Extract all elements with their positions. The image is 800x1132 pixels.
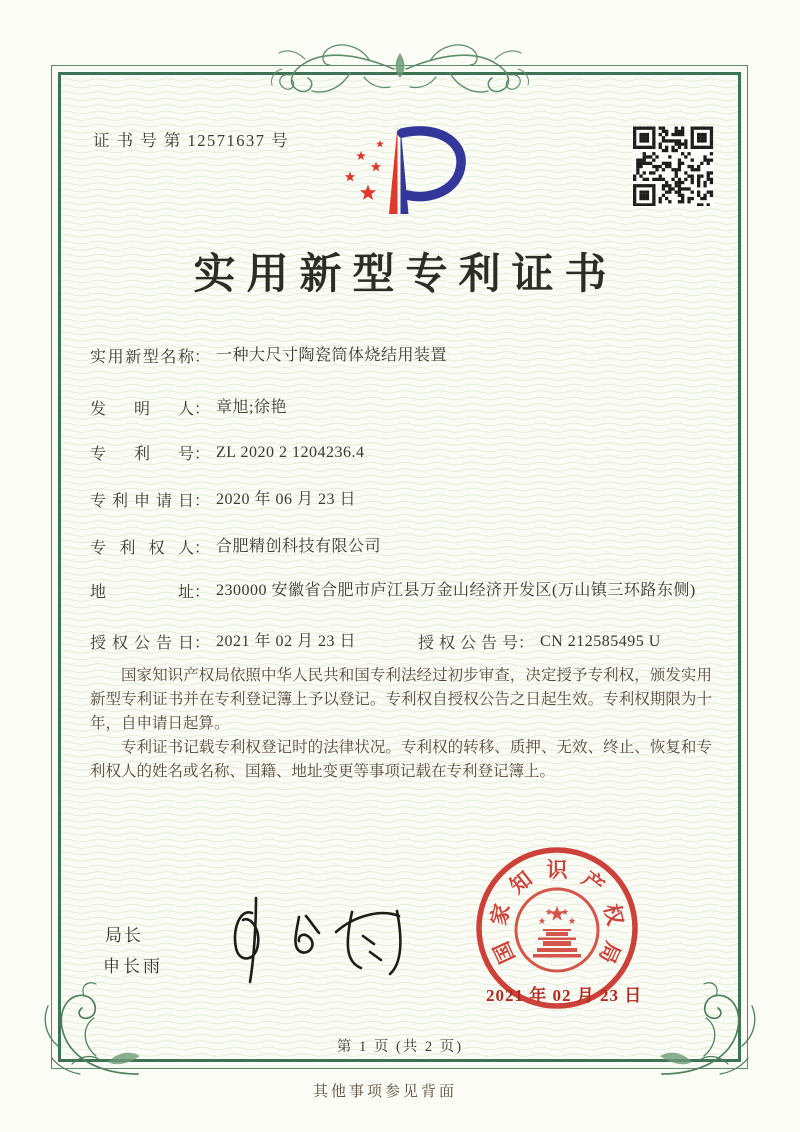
svg-text:家: 家 [486,901,515,928]
field-colon: ： [194,446,211,463]
certificate-number: 证 书 号 第 12571637 号 [93,131,290,150]
field-label: 专利权人 [90,540,194,557]
field-label: 实用新型名称 [90,349,194,366]
field-address [90,579,700,602]
field-patentee [90,535,381,558]
field-value: CN 212585495 U [540,633,661,650]
legal-paragraph-2: 专利证书记载专利权登记时的法律状况。专利权的转移、质押、无效、终止、恢复和专利权人的姓名或名称、国籍、地址变更等事项记载在专利登记簿上。 [90,739,712,780]
top-flourish-ornament [250,38,550,104]
director-title: 局长 [105,926,143,945]
field-inventor [90,396,287,419]
field-value: 合肥精创科技有限公司 [216,538,382,555]
national-emblem-icon [516,889,598,971]
field-grant-announcement [90,630,750,653]
qr-code [632,126,714,206]
field-label: 地址 [90,584,194,601]
svg-text:识: 识 [546,858,568,882]
field-colon: ： [194,349,211,366]
field-colon: ： [194,493,211,510]
page-number: 第 1 页 (共 2 页) [336,1039,464,1055]
field-value: ZL 2020 2 1204236.4 [216,444,365,461]
field-utility-model-name [90,344,447,367]
seal-date: 2021 年 02 月 23 日 [486,986,643,1005]
field-value: 一种大尺寸陶瓷筒体烧结用装置 [216,347,448,364]
field-colon: ： [194,635,211,652]
field-label: 授权公告号 [418,635,518,652]
svg-text:局: 局 [594,937,625,968]
field-colon: ： [194,540,211,557]
field-grant-number [418,630,661,653]
field-colon: ： [194,584,211,601]
field-label: 授权公告日 [90,635,194,652]
cnipa-logo-icon [325,112,475,232]
legal-text-block [90,664,712,784]
svg-text:权: 权 [599,901,628,928]
director-signature [222,888,422,988]
svg-text:产: 产 [577,866,609,899]
field-label: 专利申请日 [90,493,194,510]
field-application-date [90,488,356,511]
bottom-left-corner-ornament [38,982,143,1082]
svg-text:知: 知 [505,866,537,899]
back-side-note: 其他事项参见背面 [312,1084,457,1100]
svg-text:国: 国 [489,937,520,968]
field-colon: ： [518,635,535,652]
field-value: 章旭;徐艳 [216,399,287,416]
legal-paragraph-1: 国家知识产权局依照中华人民共和国专利法经过初步审查，决定授予专利权，颁发实用新型专利证书并在专利登记簿上予以登记。专利权自授权公告之日起生效。专利权期限为十年，自申请日起算。 [90,667,712,732]
field-label: 专利号 [90,446,194,463]
certificate-title: 实用新型专利证书 [193,252,618,298]
field-value: 230000 安徽省合肥市庐江县万金山经济开发区(万山镇三环路东侧) [216,582,696,599]
field-value: 2021 年 02 月 23 日 [216,633,357,650]
field-label: 发明人 [90,401,194,418]
field-value: 2020 年 06 月 23 日 [216,491,357,508]
field-colon: ： [194,401,211,418]
director-name: 申长雨 [103,957,163,976]
field-patent-number [90,441,364,464]
